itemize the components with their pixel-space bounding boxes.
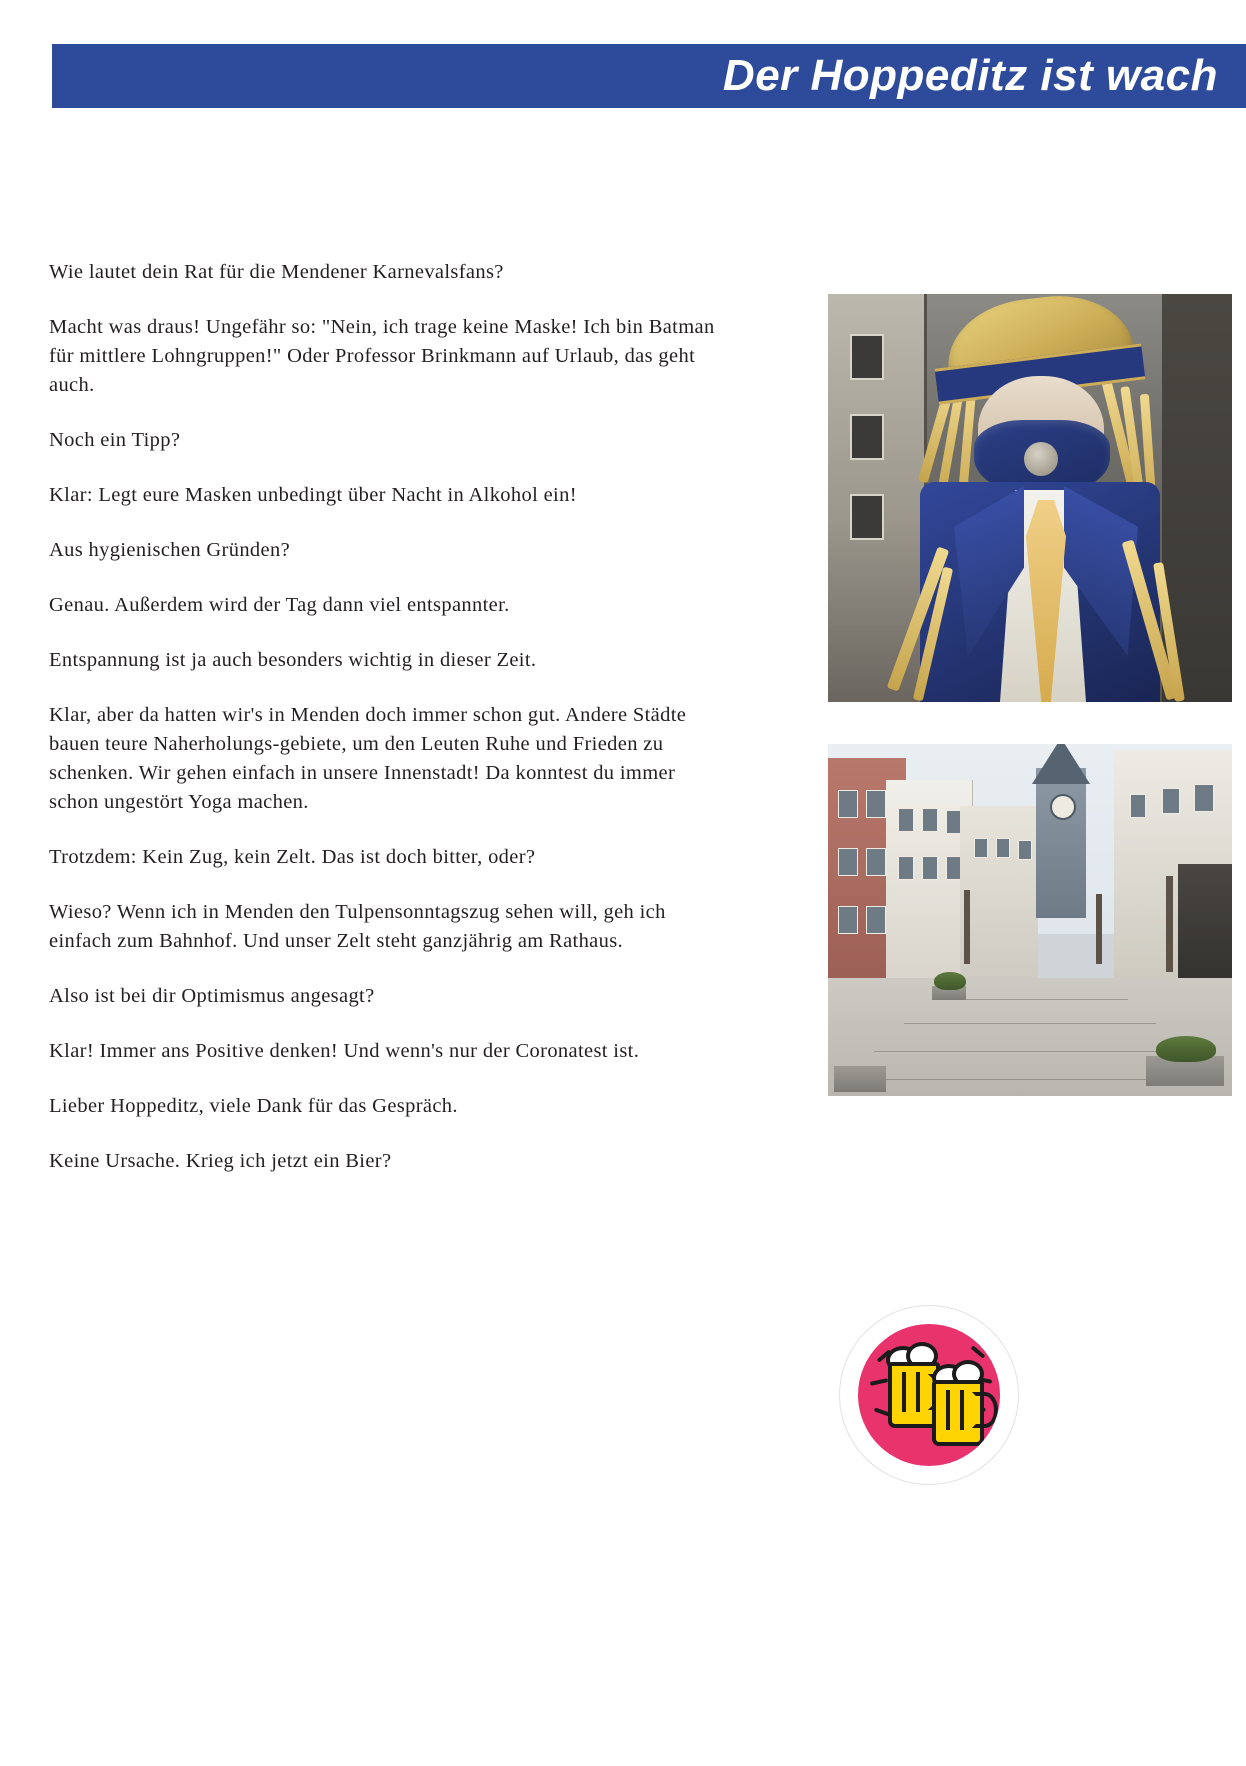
building-window [898, 808, 914, 832]
mug-detail-line [946, 1390, 950, 1430]
qa-text: Noch ein Tipp? [49, 429, 181, 451]
bubble-inner-circle [858, 1324, 1000, 1466]
qa-block [49, 258, 725, 287]
mug-handle-right [972, 1392, 998, 1428]
building-window [838, 790, 858, 818]
mask-emblem [1024, 442, 1058, 476]
qa-block [49, 591, 725, 620]
spark-line [870, 1378, 888, 1386]
building-window [1018, 840, 1032, 860]
qa-text: Keine Ursache. Krieg ich jetzt ein Bier? [49, 1150, 392, 1172]
tower-clock [1050, 794, 1076, 820]
page-title: Der Hoppeditz ist wach [722, 51, 1218, 100]
building-window [922, 808, 938, 832]
qa-block [49, 313, 725, 400]
qa-text: Wieso? Wenn ich in Menden den Tulpensonntagszug sehen will, geh ich einfach zum Bahnhof. Und unser Zelt steht ganzjährig am Rathaus. [49, 901, 666, 952]
mug-detail-line [916, 1372, 920, 1412]
qa-block [49, 646, 725, 675]
qa-text: Entspannung ist ja auch besonders wichtig in dieser Zeit. [49, 649, 537, 671]
building-window [974, 838, 988, 858]
qa-text: Lieber Hoppeditz, viele Dank für das Gespräch. [49, 1095, 458, 1117]
qa-text: Genau. Außerdem wird der Tag dann viel entspannter. [49, 594, 510, 616]
building-window [866, 790, 886, 818]
background-window [850, 334, 884, 380]
building-window [1194, 784, 1214, 812]
qa-text: Wie lautet dein Rat für die Mendener Karnevalsfans? [49, 261, 504, 283]
building-window [866, 906, 886, 934]
background-window [850, 414, 884, 460]
building-window [838, 906, 858, 934]
spark-line [971, 1345, 986, 1358]
qa-text: Aus hygienischen Gründen? [49, 539, 291, 561]
qa-block [49, 1147, 725, 1176]
menden-pedestrian-street-photo [828, 744, 1232, 1096]
beer-mugs-speech-bubble-logo [840, 1306, 1026, 1536]
building-window [996, 838, 1010, 858]
street-tree [1096, 894, 1102, 964]
page-header-banner [52, 44, 1246, 108]
qa-text: Also ist bei dir Optimismus angesagt? [49, 985, 375, 1007]
hoppeditz-straw-figure-photo [828, 294, 1232, 702]
qa-block [49, 481, 725, 510]
street-building-left-3 [960, 806, 1038, 992]
qa-block [49, 701, 725, 817]
qa-text: Klar, aber da hatten wir's in Menden doch immer schon gut. Andere Städte bauen teure Naherholungs-gebiete, um den Leuten Ruhe und Frieden zu schenken. Wir gehen einfach in unsere Innenstadt! Da konntest du immer schon ungestört Yoga machen. [49, 704, 687, 813]
planter-shrub [1156, 1036, 1216, 1062]
paving-line [874, 1051, 1186, 1052]
media-column [828, 294, 1232, 1138]
qa-block [49, 982, 725, 1011]
building-window [898, 856, 914, 880]
qa-text: Klar: Legt eure Masken unbedingt über Nacht in Alkohol ein! [49, 484, 577, 506]
qa-text: Macht was draus! Ungefähr so: "Nein, ich trage keine Maske! Ich bin Batman für mittlere Lohngruppen!" Oder Professor Brinkmann auf Urlaub, das geht auch. [49, 316, 715, 396]
planter-shrub [934, 972, 966, 990]
building-window [838, 848, 858, 876]
street-lamp-post [1166, 876, 1173, 972]
qa-block [49, 536, 725, 565]
qa-block [49, 1092, 725, 1121]
building-window [922, 856, 938, 880]
qa-block [49, 1037, 725, 1066]
qa-block [49, 898, 725, 956]
mug-detail-line [960, 1390, 964, 1430]
qa-block [49, 843, 725, 872]
building-window [1130, 794, 1146, 818]
speech-bubble [840, 1306, 1018, 1484]
building-window [866, 848, 886, 876]
qa-text: Klar! Immer ans Positive denken! Und wenn's nur der Coronatest ist. [49, 1040, 640, 1062]
interview-text-column [49, 258, 725, 1202]
street-planter [834, 1066, 886, 1092]
mug-detail-line [902, 1372, 906, 1412]
street-tree [964, 890, 970, 964]
church-tower [1036, 768, 1086, 918]
background-window [850, 494, 884, 540]
qa-text: Trotzdem: Kein Zug, kein Zelt. Das ist doch bitter, oder? [49, 846, 536, 868]
building-window [1162, 788, 1180, 814]
qa-block [49, 426, 725, 455]
paving-line [904, 1023, 1156, 1024]
